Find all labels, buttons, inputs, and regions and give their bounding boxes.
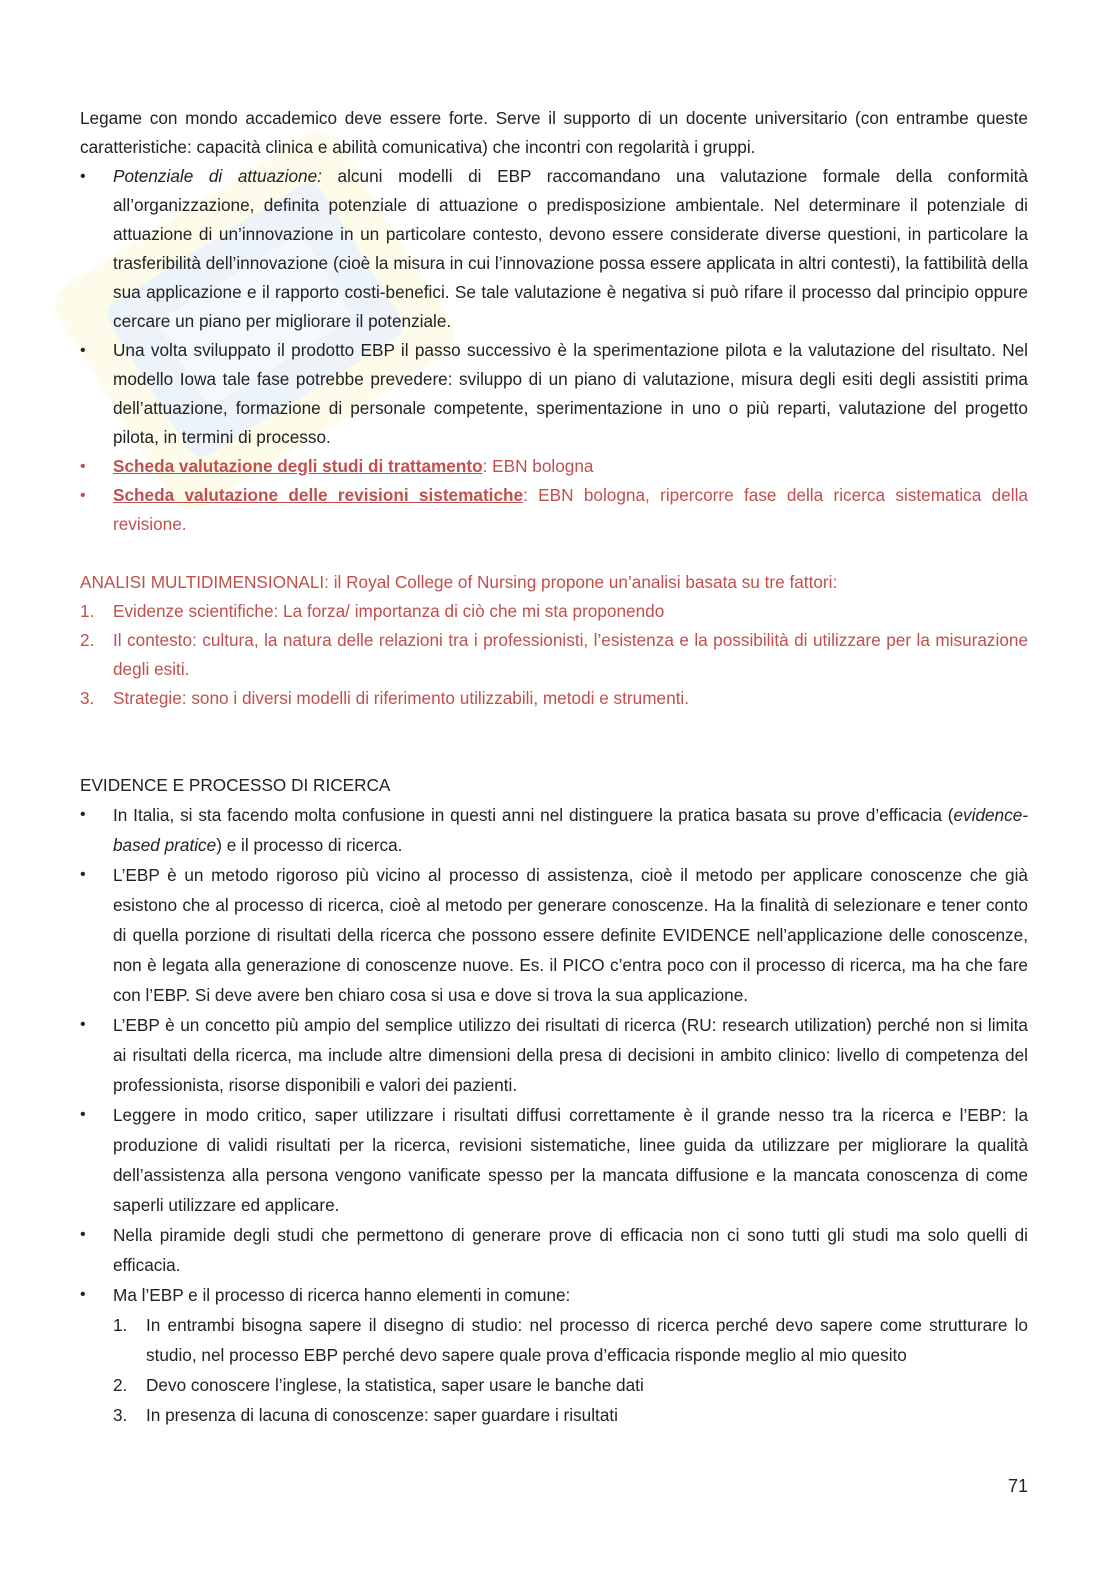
- list-item: [80, 800, 1028, 860]
- item-text: : EBN bologna, ripercorre fase della ricerca sistematica della revisione.: [113, 485, 1028, 534]
- item-text: L’EBP è un metodo rigoroso più vicino al processo di assistenza, cioè il metodo per applicare conoscenze che già esistono che al processo di ricerca, cioè al metodo per generare conoscenze. Ha la finalità di selezionare e tener conto di quella porzione di risultati della ricerca che possono essere definite EVIDENCE nell’applicazione delle conoscenze, non è legata alla generazione di conoscenze nuove. Es. il PICO c’entra poco con il processo di ricerca, ma ha che fare con l’EBP. Si deve avere ben chiaro cosa si usa e dove si trova la sua applicazione.: [113, 865, 1028, 1005]
- document-page: [80, 104, 1028, 1430]
- item-number: 2.: [80, 630, 95, 650]
- item-number: 1.: [80, 601, 95, 621]
- list-item: [80, 162, 1028, 336]
- item-text: : EBN bologna: [482, 456, 594, 476]
- list-item: [80, 481, 1028, 539]
- item-text: ) e il processo di ricerca.: [216, 835, 403, 855]
- item-text: Il contesto: cultura, la natura delle relazioni tra i professionisti, l’esistenza e la possibilità di utilizzare per la misurazione degli esiti.: [113, 630, 1028, 679]
- item-text: Strategie: sono i diversi modelli di riferimento utilizzabili, metodi e strumenti.: [113, 688, 690, 708]
- item-number: 3.: [80, 688, 95, 708]
- list-item: [80, 684, 1028, 713]
- item-number: 1.: [113, 1315, 128, 1335]
- analisi-heading: ANALISI MULTIDIMENSIONALI: il Royal College of Nursing propone un’analisi basata su tre fattori:: [80, 572, 838, 592]
- item-text: alcuni modelli di EBP raccomandano una valutazione formale della conformità all’organizzazione, definita potenziale di attuazione o predisposizione ambientale. Nel determinare il potenziale di attuazione di un’innovazione in un particolare contesto, devono essere considerate diverse questioni, in particolare la trasferibilità dell’innovazione (cioè la misura in cui l’innovazione possa essere applicata in altri contesti), la fattibilità della sua applicazione e il rapporto costi-benefici. Se tale valutazione è negativa si può rifare il processo dal principio oppure cercare un piano per migliorare il potenziale.: [113, 166, 1028, 331]
- item-text: Leggere in modo critico, saper utilizzare i risultati diffusi correttamente è il grande nesso tra la ricerca e l’EBP: la produzione di validi risultati per la ricerca, revisioni sistematiche, linee guida da utilizzare per migliorare la qualità dell’assistenza alla persona vengono vanificate spesso per la mancata diffusione e la mancata conoscenza di come saperli utilizzare ed applicare.: [113, 1105, 1028, 1215]
- item-text: In entrambi bisogna sapere il disegno di studio: nel processo di ricerca perché devo sapere come strutturare lo studio, nel processo EBP perché devo sapere quale prova d’efficacia risponde meglio al mio quesito: [146, 1315, 1028, 1365]
- list-item: [80, 452, 1028, 481]
- sub-list-item: [113, 1310, 1028, 1370]
- item-text: Ma l’EBP e il processo di ricerca hanno elementi in comune:: [113, 1285, 571, 1305]
- intro-paragraph: Legame con mondo accademico deve essere forte. Serve il supporto di un docente universitario (con entrambe queste caratteristiche: capacità clinica e abilità comunicativa) che incontri con regolarità i gruppi.: [80, 108, 1028, 157]
- page-number: 71: [1007, 1476, 1028, 1496]
- item-text: In Italia, si sta facendo molta confusione in questi anni nel distinguere la pratica basata su prove d’efficacia (: [113, 805, 954, 825]
- list-item: [80, 626, 1028, 684]
- list-item: [80, 336, 1028, 452]
- italic-term: evidence-based pratice: [113, 805, 1028, 855]
- list-item: [80, 1100, 1028, 1220]
- list-item: [80, 597, 1028, 626]
- list-item: [80, 1010, 1028, 1100]
- link-label: Scheda valutazione delle revisioni sistematiche: [113, 485, 524, 505]
- list-item: [80, 1220, 1028, 1280]
- sub-list: [113, 1310, 1028, 1430]
- section-heading: EVIDENCE E PROCESSO DI RICERCA: [80, 775, 391, 795]
- analisi-list: [80, 597, 1028, 713]
- sub-list-item: [113, 1400, 1028, 1430]
- link-label: Scheda valutazione degli studi di trattamento: [113, 456, 483, 476]
- item-text: Nella piramide degli studi che permettono di generare prove di efficacia non ci sono tutti gli studi ma solo quelli di efficacia.: [113, 1225, 1028, 1275]
- bullet-list-attuazione: [80, 162, 1028, 539]
- item-text: L’EBP è un concetto più ampio del semplice utilizzo dei risultati di ricerca (RU: research utilization) perché non si limita ai risultati della ricerca, ma include altre dimensioni della presa di decisioni in ambito clinico: livello di competenza del professionista, risorse disponibili e valori dei pazienti.: [113, 1015, 1028, 1095]
- term-label: Potenziale di attuazione:: [113, 166, 322, 186]
- item-text: Una volta sviluppato il prodotto EBP il passo successivo è la sperimentazione pilota e la valutazione del risultato. Nel modello Iowa tale fase potrebbe prevedere: sviluppo di un piano di valutazione, misura degli esiti degli assistiti prima dell’attuazione, formazione di personale competente, sperimentazione in uno o più reparti, valutazione del progetto pilota, in termini di processo.: [113, 340, 1028, 447]
- bullet-list-evidence: [80, 800, 1028, 1430]
- item-number: 3.: [113, 1405, 128, 1425]
- list-item: [80, 1280, 1028, 1430]
- item-text: Devo conoscere l’inglese, la statistica, saper usare le banche dati: [146, 1375, 644, 1395]
- item-text: In presenza di lacuna di conoscenze: saper guardare i risultati: [146, 1405, 618, 1425]
- item-text: Evidenze scientifiche: La forza/ importanza di ciò che mi sta proponendo: [113, 601, 665, 621]
- sub-list-item: [113, 1370, 1028, 1400]
- item-number: 2.: [113, 1375, 128, 1395]
- list-item: [80, 860, 1028, 1010]
